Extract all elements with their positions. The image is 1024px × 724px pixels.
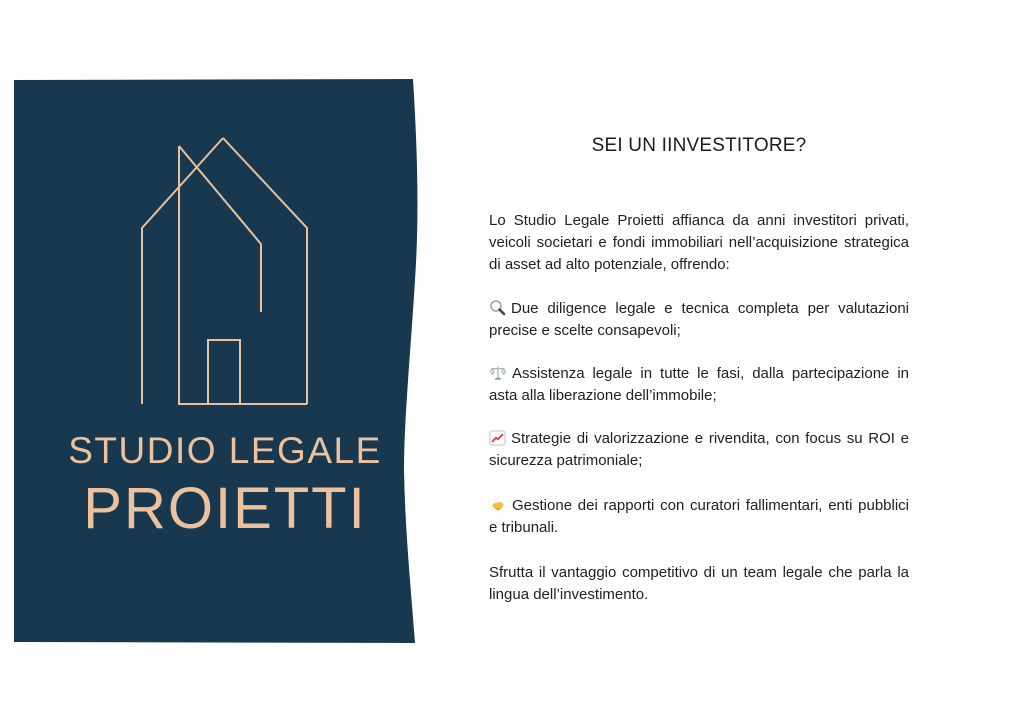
brand-name-line2: PROIETTI: [83, 476, 367, 541]
main-content: [489, 134, 909, 606]
intro-paragraph: Lo Studio Legale Proietti affianca da anni investitori privati, veicoli societari e fondi immobiliari nell’acquisizione strategica di asset ad alto potenziale, offrendo:: [489, 212, 909, 273]
closing-paragraph: Sfrutta il vantaggio competitivo di un team legale che parla la lingua dell’investimento.: [489, 564, 909, 603]
scales-icon: [489, 365, 507, 381]
bullet-due-diligence: [489, 298, 909, 342]
bullet-assistenza-legale: [489, 363, 909, 407]
brand-name-line1: STUDIO LEGALE: [68, 430, 382, 471]
bullet-text: Assistenza legale in tutte le fasi, dalla partecipazione in asta alla liberazione dell’immobile;: [489, 365, 909, 404]
magnifier-icon: [489, 299, 506, 316]
panel-shape: [14, 79, 417, 643]
brand-wordmark: [30, 430, 420, 540]
bullet-text: Strategie di valorizzazione e rivendita, con focus su ROI e sicurezza patrimoniale;: [489, 430, 909, 469]
bullet-text: Due diligence legale e tecnica completa per valutazioni precise e scelte consapevoli;: [489, 300, 909, 339]
bullet-strategie: [489, 428, 909, 472]
handshake-icon: [489, 498, 507, 513]
chart-increasing-icon: [489, 430, 506, 446]
page-title: SEI UN IINVESTITORE?: [591, 135, 807, 156]
bullet-text: Gestione dei rapporti con curatori fallimentari, enti pubblici e tribunali.: [489, 497, 909, 536]
bullet-gestione-rapporti: [489, 495, 909, 539]
